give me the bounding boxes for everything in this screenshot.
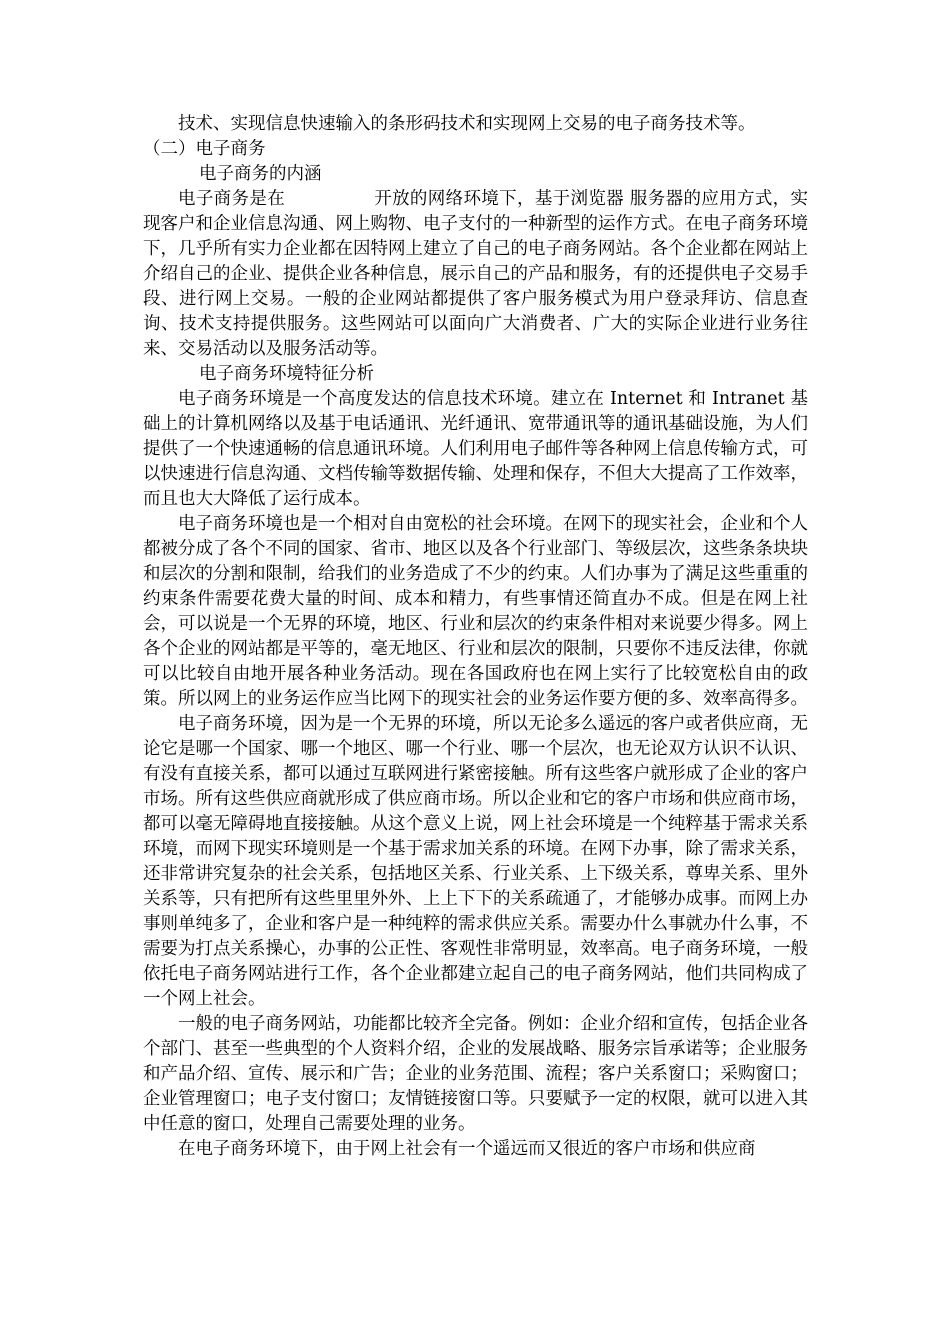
paragraph-1: 电子商务是在 开放的网络环境下，基于浏览器 服务器的应用方式，实现客户和企业信息沟通、网上购物、电子支付的一种新型的运作方式。在电子商务环境下，几乎所有实力企业都在因特网上建立了自己的电子商务网站。各个企业都在网站上介绍自己的企业、提供企业各种信息，展示自己的产品和服务，有的还提供电子交易手段、进行网上交易。一般的企业网站都提供了客户服务模式为用户登录拜访、信息查询、技术支持提供服务。这些网站可以面向广大消费者、广大的实际企业进行业务往来、交易活动以及服务活动等。 bbox=[143, 189, 808, 359]
paragraph-4: 电子商务环境，因为是一个无界的环境，所以无论多么遥远的客户或者供应商，无论它是哪一个国家、哪一个地区、哪一个行业、哪一个层次，也无论双方认识不认识、有没有直接关系，都可以通过互联网进行紧密接触。所有这些客户就形成了企业的客户市场。所有这些供应商就形成了供应商市场。所以企业和它的客户市场和供应商市场，都可以毫无障碍地直接接触。从这个意义上说，网上社会环境是一个纯粹基于需求关系环境，而网下现实环境则是一个基于需求加关系的环境。在网下办事，除了需求关系，还非常讲究复杂的社会关系，包括地区关系、行业关系、上下级关系，尊卑关系、里外关系等，只有把所有这些里里外外、上上下下的关系疏通了，才能够办成事。而网上办事则单纯多了，企业和客户是一种纯粹的需求供应关系。需要办什么事就办什么事，不需要为打点关系操心，办事的公正性、客观性非常明显，效率高。电子商务环境，一般依托电子商务网站进行工作，各个企业都建立起自己的电子商务网站，他们共同构成了一个网上社会。 bbox=[143, 714, 808, 1009]
paragraph-2: 电子商务环境是一个高度发达的信息技术环境。建立在 Internet 和 Intranet 基础上的计算机网络以及基于电话通讯、光纤通讯、宽带通讯等的通讯基础设施，为人们提供了一个快速通畅的信息通讯环境。人们利用电子邮件等各种网上信息传输方式，可以快速进行信息沟通、文档传输等数据传输、处理和保存，不但大大提高了工作效率，而且也大大降低了运行成本。 bbox=[143, 389, 808, 509]
document-page bbox=[143, 112, 808, 1162]
text-line-continuation: 技术、实现信息快速输入的条形码技术和实现网上交易的电子商务技术等。 bbox=[178, 114, 756, 134]
subheading-environment-analysis: 电子商务环境特征分析 bbox=[199, 364, 374, 384]
section-heading: （二）电子商务 bbox=[143, 139, 266, 159]
paragraph-6: 在电子商务环境下，由于网上社会有一个遥远而又很近的客户市场和供应商 bbox=[178, 1139, 756, 1159]
paragraph-3: 电子商务环境也是一个相对自由宽松的社会环境。在网下的现实社会，企业和个人都被分成了各个不同的国家、省市、地区以及各个行业部门、等级层次，这些条条块块和层次的分割和限制，给我们的业务造成了不少的约束。人们办事为了满足这些重重的约束条件需要花费大量的时间、成本和精力，有些事情还简直办不成。但是在网上社会，可以说是一个无界的环境，地区、行业和层次的约束条件相对来说要少得多。网上各个企业的网站都是平等的，毫无地区、行业和层次的限制，只要你不违反法律，你就可以比较自由地开展各种业务活动。现在各国政府也在网上实行了比较宽松自由的政策。所以网上的业务运作应当比网下的现实社会的业务运作要方便的多、效率高得多。 bbox=[143, 514, 808, 709]
paragraph-5: 一般的电子商务网站，功能都比较齐全完备。例如：企业介绍和宣传，包括企业各个部门、甚至一些典型的个人资料介绍，企业的发展战略、服务宗旨承诺等；企业服务和产品介绍、宣传、展示和广告；企业的业务范围、流程；客户关系窗口；采购窗口；企业管理窗口；电子支付窗口；友情链接窗口等。只要赋予一定的权限，就可以进入其中任意的窗口，处理自己需要处理的业务。 bbox=[143, 1014, 808, 1134]
subheading-connotation: 电子商务的内涵 bbox=[199, 164, 322, 184]
